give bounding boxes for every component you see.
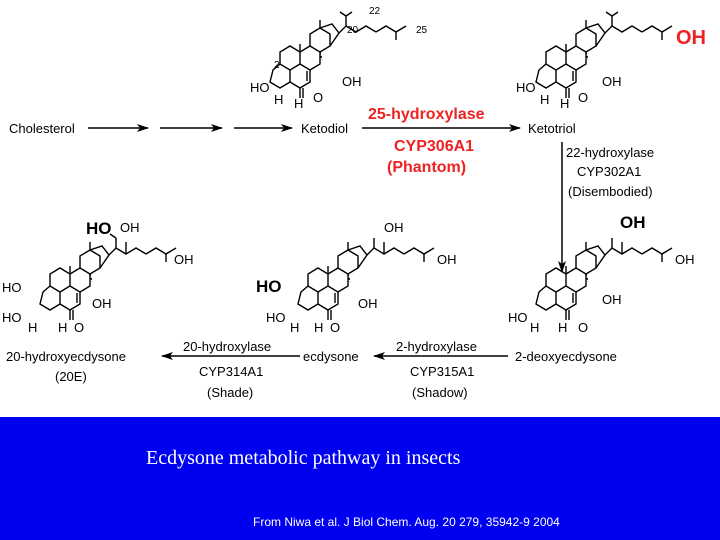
atom-label-oxo: O [313, 90, 324, 105]
atom-label-oh14: OH [358, 296, 378, 311]
compound-name-ecdysone: ecdysone [303, 349, 359, 364]
atom-label-h9: H [294, 96, 304, 111]
atom-label-h9: H [560, 96, 570, 111]
atom-label-oh3: HO [508, 310, 528, 325]
atom-label-c20: 20 [347, 25, 359, 36]
atom-label-oh14: OH [92, 296, 112, 311]
compound-name-2-deoxyecdysone: 2-deoxyecdysone [515, 349, 617, 364]
atom-label-h5: H [290, 320, 300, 335]
enzyme-disembodied [566, 145, 654, 199]
atom-label-oh25: OH [437, 252, 457, 267]
atom-label-oh3: HO [266, 310, 286, 325]
atom-label-oh2: HO [256, 277, 282, 296]
atom-label-c25: 25 [416, 25, 428, 36]
molecule-20-hydroxyecdysone [2, 219, 194, 335]
enzyme-common-shade: (Shade) [207, 385, 254, 400]
atom-label-oh25: OH [174, 252, 194, 267]
enzyme-phantom [368, 106, 485, 176]
atom-label-oxo: O [330, 320, 341, 335]
compound-name-ketotriol: Ketotriol [528, 121, 576, 136]
citation-credit: From Niwa et al. J Biol Chem. Aug. 20 279, 35942-9 2004 [253, 515, 560, 529]
atom-label-h5: H [540, 92, 550, 107]
atom-label-h5: H [28, 320, 38, 335]
enzyme-activity-shade: 20-hydroxylase [183, 339, 272, 354]
compound-abbr-20E: (20E) [55, 369, 87, 384]
figure-caption: Ecdysone metabolic pathway in insects [146, 447, 461, 469]
atom-label-oxo: O [578, 320, 589, 335]
enzyme-gene-shadow: CYP315A1 [410, 364, 475, 379]
molecule-ecdysone [256, 220, 457, 335]
enzyme-common-shadow: (Shadow) [412, 385, 468, 400]
atom-label-oh2: HO [2, 280, 22, 295]
caption-banner [0, 417, 720, 540]
atom-label-oh3: HO [516, 80, 536, 95]
atom-label-oh20: HO [86, 219, 112, 238]
compound-name-20-hydroxyecdysone: 20-hydroxyecdysone [6, 349, 126, 364]
molecule-ketotriol [516, 12, 706, 111]
atom-label-h9: H [58, 320, 68, 335]
atom-label-oh25: OH [675, 252, 695, 267]
atom-label-c22: 22 [369, 6, 381, 17]
molecule-2-deoxyecdysone [508, 213, 695, 335]
atom-label-oh3: HO [2, 310, 22, 325]
molecule-ketodiol [250, 6, 428, 111]
enzyme-gene-disembodied: CYP302A1 [577, 164, 642, 179]
atom-label-h9: H [314, 320, 324, 335]
enzyme-shadow [396, 339, 477, 400]
atom-label-c2: 2 [274, 60, 280, 71]
enzyme-gene-shade: CYP314A1 [199, 364, 264, 379]
enzyme-activity-disembodied: 22-hydroxylase [566, 145, 655, 160]
compound-name-ketodiol: Ketodiol [301, 121, 348, 136]
atom-label-oh14: OH [602, 74, 622, 89]
enzyme-shade [183, 339, 271, 400]
atom-label-oh3: HO [250, 80, 270, 95]
enzyme-activity-shadow: 2-hydroxylase [396, 339, 477, 354]
atom-label-oh22: OH [620, 213, 646, 232]
enzyme-gene-phantom: CYP306A1 [394, 138, 475, 155]
atom-label-oh14: OH [602, 292, 622, 307]
atom-label-h5: H [530, 320, 540, 335]
enzyme-activity-phantom: 25-hydroxylase [368, 106, 485, 123]
enzyme-common-phantom: (Phantom) [387, 159, 467, 176]
atom-label-h5: H [274, 92, 284, 107]
atom-label-oxo: O [578, 90, 589, 105]
atom-label-oh22: OH [120, 220, 140, 235]
atom-label-oh25: OH [676, 27, 706, 49]
atom-label-oh22: OH [384, 220, 404, 235]
atom-label-oxo: O [74, 320, 85, 335]
atom-label-oh14: OH [342, 74, 362, 89]
compound-name-cholesterol: Cholesterol [9, 121, 75, 136]
enzyme-common-disembodied: (Disembodied) [568, 184, 653, 199]
atom-label-h9: H [558, 320, 568, 335]
